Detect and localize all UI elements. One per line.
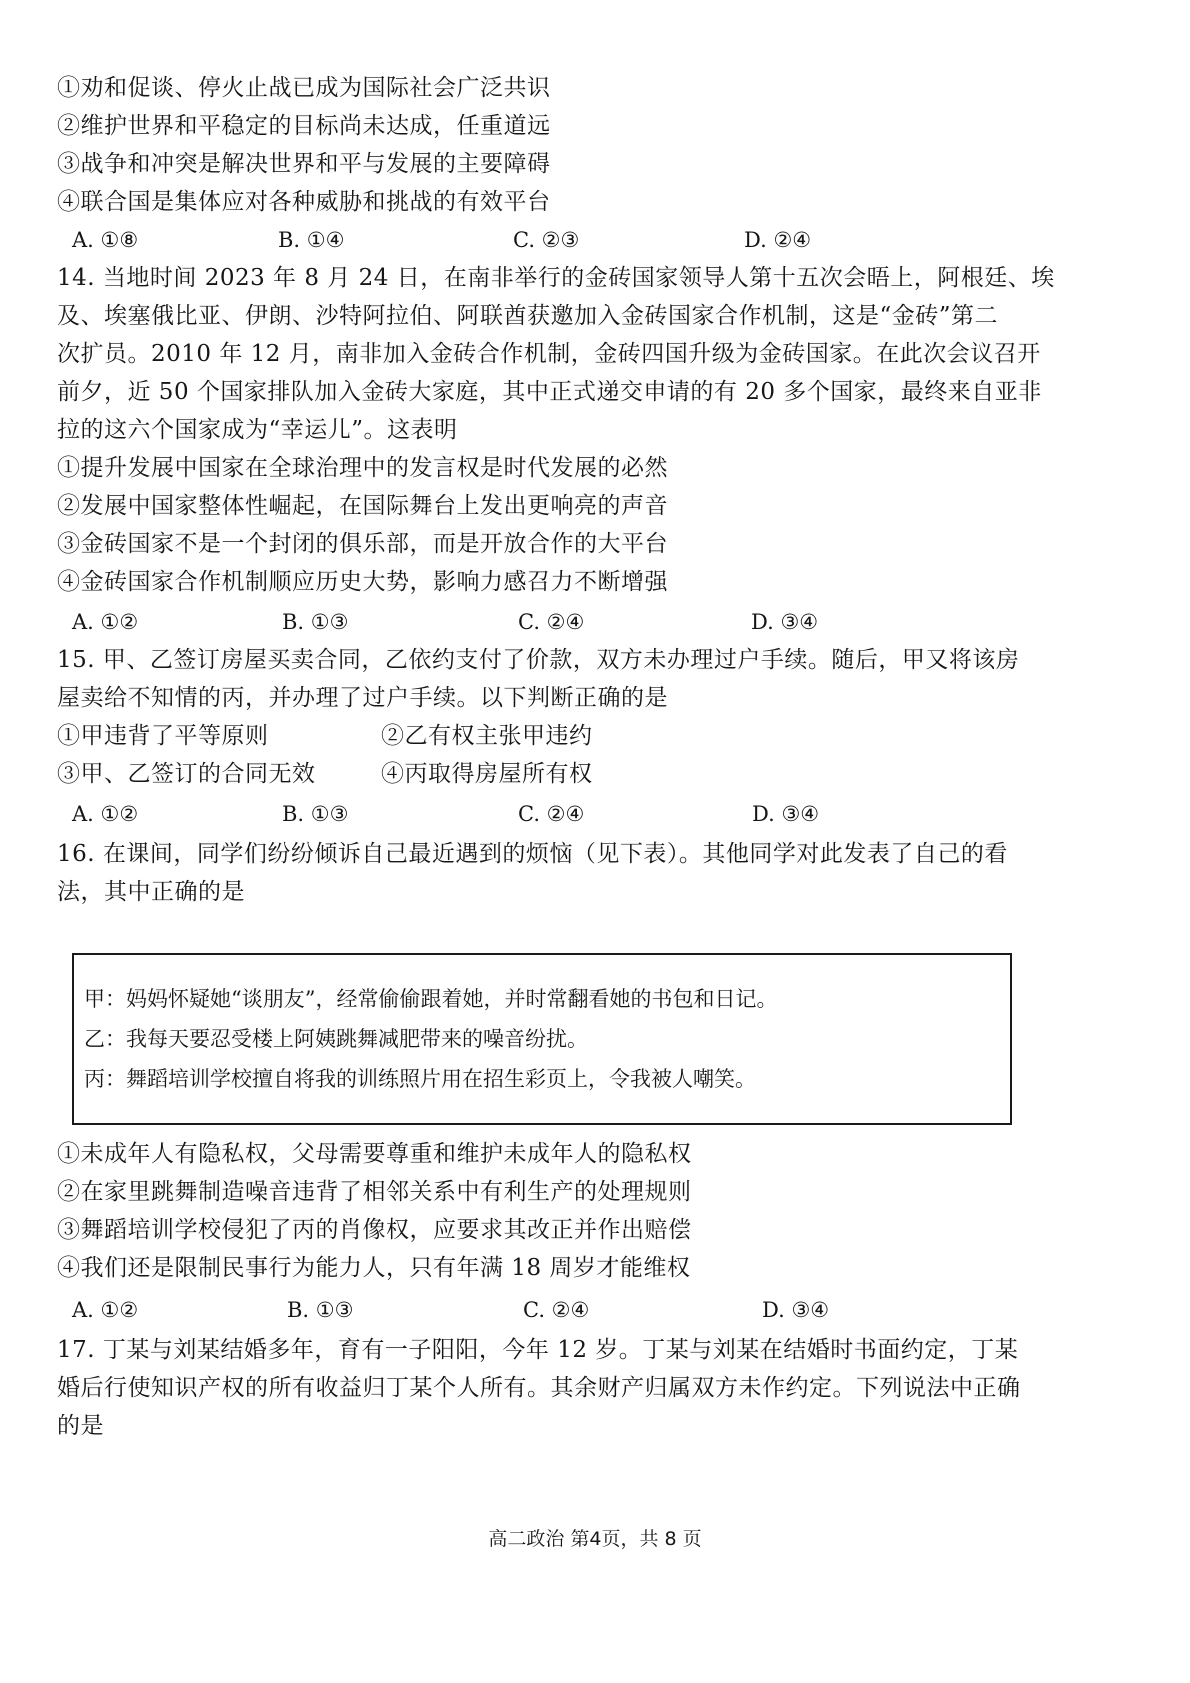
q17-stem-line-1: 17. 丁某与刘某结婚多年，育有一子阳阳，今年 12 岁。丁某与刘某在结婚时书面约定，丁某 bbox=[57, 1337, 1019, 1363]
q17-stem-line-3: 的是 bbox=[57, 1413, 104, 1439]
q14-stem-line-1: 14. 当地时间 2023 年 8 月 24 日，在南非举行的金砖国家领导人第十五次会晤上，阿根廷、埃 bbox=[57, 265, 1055, 291]
q16-stem-line-1: 16. 在课间，同学们纷纷倾诉自己最近遇到的烦恼（见下表）。其他同学对此发表了自己的看 bbox=[57, 841, 1008, 867]
q14-option-1: ①提升发展中国家在全球治理中的发言权是时代发展的必然 bbox=[57, 455, 668, 481]
q14-option-3: ③金砖国家不是一个封闭的俱乐部，而是开放合作的大平台 bbox=[57, 531, 668, 557]
q13-choices bbox=[72, 225, 1072, 255]
q14-choice-a: A. ①② bbox=[72, 610, 139, 634]
q16-option-1: ①未成年人有隐私权，父母需要尊重和维护未成年人的隐私权 bbox=[57, 1141, 692, 1167]
q15-stem-line-2: 屋卖给不知情的丙，并办理了过户手续。以下判断正确的是 bbox=[57, 685, 668, 711]
q15-option-2: ②乙有权主张甲违约 bbox=[381, 723, 593, 749]
q16-scenario-bing: 丙：舞蹈培训学校擅自将我的训练照片用在招生彩页上，令我被人嘲笑。 bbox=[84, 1067, 756, 1091]
q13-choice-c: C. ②③ bbox=[513, 228, 580, 252]
q14-stem-line-4: 前夕，近 50 个国家排队加入金砖大家庭，其中正式递交申请的有 20 多个国家，最终来自亚非 bbox=[57, 379, 1042, 405]
q14-choice-b: B. ①③ bbox=[282, 610, 349, 634]
q14-choices bbox=[72, 607, 1072, 637]
q14-choice-d: D. ③④ bbox=[751, 610, 819, 634]
q17-stem-line-2: 婚后行使知识产权的所有收益归丁某个人所有。其余财产归属双方未作约定。下列说法中正确 bbox=[57, 1375, 1021, 1401]
q16-scenario-box bbox=[72, 953, 1012, 1125]
q14-option-4: ④金砖国家合作机制顺应历史大势，影响力感召力不断增强 bbox=[57, 569, 668, 595]
q13-option-4: ④联合国是集体应对各种威胁和挑战的有效平台 bbox=[57, 189, 551, 215]
q15-option-1: ①甲违背了平等原则 bbox=[57, 723, 269, 749]
q15-option-3: ③甲、乙签订的合同无效 bbox=[57, 761, 316, 787]
q15-option-4: ④丙取得房屋所有权 bbox=[381, 761, 593, 787]
q16-choice-a: A. ①② bbox=[72, 1298, 139, 1322]
q13-choice-b: B. ①④ bbox=[278, 228, 345, 252]
q14-stem-line-5: 拉的这六个国家成为“幸运儿”。这表明 bbox=[57, 417, 458, 443]
q13-option-2: ②维护世界和平稳定的目标尚未达成，任重道远 bbox=[57, 113, 551, 139]
q16-scenario-yi: 乙：我每天要忍受楼上阿姨跳舞减肥带来的噪音纷扰。 bbox=[84, 1027, 588, 1051]
q15-choice-b: B. ①③ bbox=[282, 802, 349, 826]
q15-choice-c: C. ②④ bbox=[518, 802, 585, 826]
q13-choice-a: A. ①⑧ bbox=[72, 228, 139, 252]
q15-stem-line-1: 15. 甲、乙签订房屋买卖合同，乙依约支付了价款，双方未办理过户手续。随后，甲又将该房 bbox=[57, 647, 1020, 673]
q14-choice-c: C. ②④ bbox=[518, 610, 585, 634]
q15-choice-d: D. ③④ bbox=[752, 802, 820, 826]
q15-choice-a: A. ①② bbox=[72, 802, 139, 826]
q16-scenario-jia: 甲：妈妈怀疑她“谈朋友”，经常偷偷跟着她，并时常翻看她的书包和日记。 bbox=[84, 987, 778, 1011]
q14-stem-line-3: 次扩员。2010 年 12 月，南非加入金砖合作机制，金砖四国升级为金砖国家。在此次会议召开 bbox=[57, 341, 1041, 367]
q13-option-3: ③战争和冲突是解决世界和平与发展的主要障碍 bbox=[57, 151, 551, 177]
q16-option-4: ④我们还是限制民事行为能力人，只有年满 18 周岁才能维权 bbox=[57, 1255, 691, 1281]
q15-choices bbox=[72, 799, 1072, 829]
q16-stem-line-2: 法，其中正确的是 bbox=[57, 879, 245, 905]
page-footer: 高二政治 第4页，共 8 页 bbox=[488, 1528, 702, 1550]
q13-choice-d: D. ②④ bbox=[744, 228, 812, 252]
q16-choice-b: B. ①③ bbox=[287, 1298, 354, 1322]
q14-option-2: ②发展中国家整体性崛起，在国际舞台上发出更响亮的声音 bbox=[57, 493, 668, 519]
q14-stem-line-2: 及、埃塞俄比亚、伊朗、沙特阿拉伯、阿联酋获邀加入金砖国家合作机制，这是“金砖”第二 bbox=[57, 303, 999, 329]
q13-option-1: ①劝和促谈、停火止战已成为国际社会广泛共识 bbox=[57, 75, 551, 101]
q16-option-3: ③舞蹈培训学校侵犯了丙的肖像权，应要求其改正并作出赔偿 bbox=[57, 1217, 692, 1243]
q16-option-2: ②在家里跳舞制造噪音违背了相邻关系中有利生产的处理规则 bbox=[57, 1179, 692, 1205]
q16-choice-d: D. ③④ bbox=[762, 1298, 830, 1322]
q16-choices bbox=[72, 1295, 1072, 1325]
q16-choice-c: C. ②④ bbox=[523, 1298, 590, 1322]
